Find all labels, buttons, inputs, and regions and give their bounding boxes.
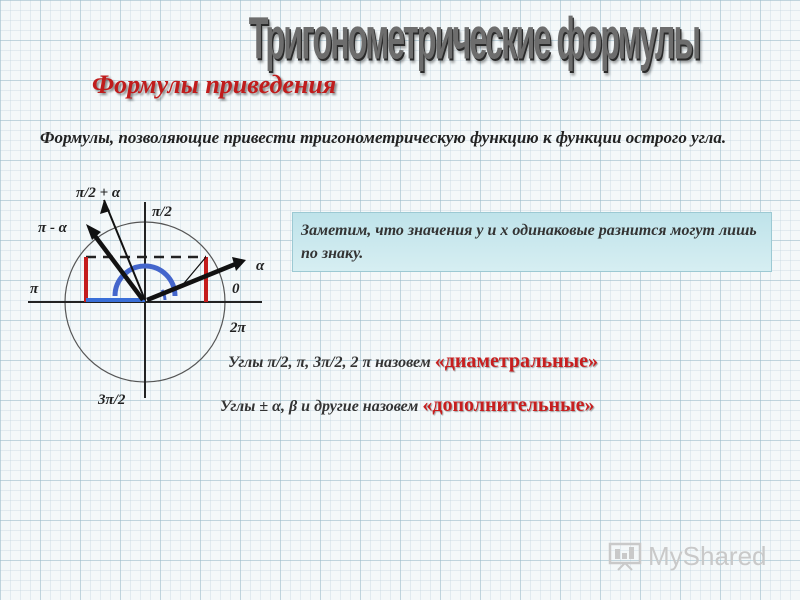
watermark (608, 538, 767, 574)
vector-pi-half-plus-alpha (104, 200, 145, 300)
label-three-pi-half: 3π/2 (98, 392, 126, 408)
note-box: Заметим, что значения y и x одинаковые разнится могут лишь по знаку. (292, 212, 772, 272)
additional-term: «дополнительные» (422, 394, 595, 416)
label-pi-half-plus-alpha: π/2 + α (76, 185, 121, 201)
label-pi-minus-alpha: π - α (38, 220, 67, 236)
label-pi: π (30, 281, 39, 297)
label-zero: 0 (232, 281, 240, 297)
additional-statement (220, 394, 595, 417)
vector-arrowhead (232, 257, 246, 271)
presentation-board-icon (608, 541, 642, 571)
additional-text: Углы ± α, β и другие назовем (220, 398, 423, 415)
diametral-term: «диаметральные» (434, 350, 599, 372)
subtitle: Формулы приведения (92, 70, 337, 99)
diametral-statement (228, 350, 598, 373)
label-two-pi: 2π (230, 320, 246, 336)
main-title: Тригонометрические формулы (248, 5, 700, 73)
label-alpha: α (256, 258, 265, 274)
watermark-text: MyShared (648, 540, 767, 571)
diametral-text: Углы π/2, π, 3π/2, 2 π назовем (228, 354, 435, 371)
label-pi-half: π/2 (152, 204, 172, 220)
description-text: Формулы, позволяющие привести тригонометрическую функцию к функции острого угла. (40, 128, 727, 147)
